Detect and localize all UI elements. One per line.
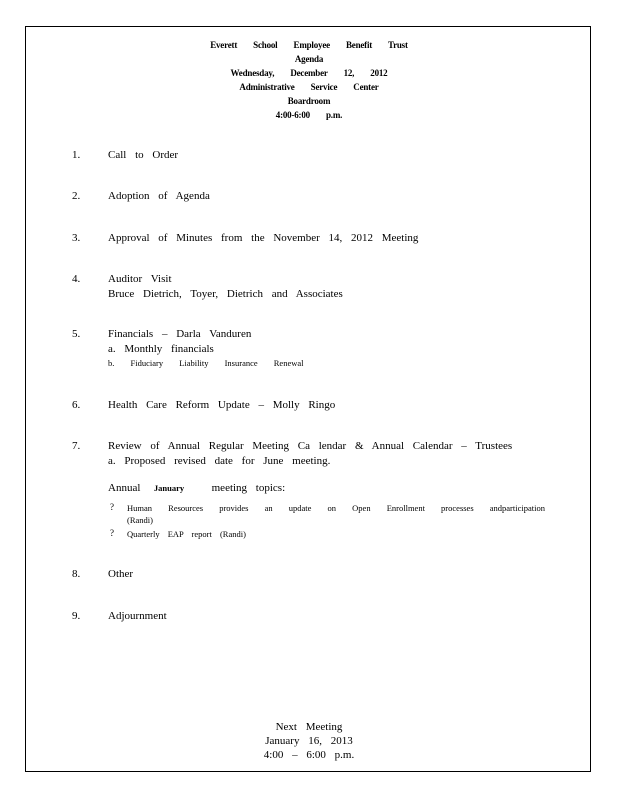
annual-topic-item: Quarterly EAP report (Randi)	[127, 529, 246, 539]
item-text: Review of Annual Regular Meeting Ca lendar & Annual Calendar – Trustees	[108, 440, 513, 452]
item-number: 6.	[72, 399, 81, 411]
header-room: Boardroom	[287, 96, 331, 106]
annual-label-post: meeting topics:	[211, 482, 286, 494]
item-text: Adjournment	[108, 610, 167, 622]
item-number: 7.	[72, 440, 81, 452]
item-subtext: Bruce Dietrich, Toyer, Dietrich and Associates	[108, 288, 343, 300]
annual-topic-item: Human Resources provides an update on Open Enrollment processes andparticipation	[127, 503, 545, 513]
header-date: Wednesday, December 12, 2012	[230, 68, 388, 78]
header-time: 4:00-6:00 p.m.	[275, 110, 343, 120]
item-number: 2.	[72, 190, 81, 202]
bullet-glyph: ?	[110, 502, 114, 512]
bullet-glyph: ?	[110, 528, 114, 538]
annual-topics-label	[108, 482, 285, 494]
header-trust-name: Everett School Employee Benefit Trust	[210, 40, 408, 50]
item-subtext: a. Monthly financials	[108, 343, 214, 355]
item-number: 3.	[72, 232, 81, 244]
item-text: Other	[108, 568, 134, 580]
item-number: 8.	[72, 568, 81, 580]
annual-topic-item-cont: (Randi)	[127, 515, 153, 525]
item-number: 4.	[72, 273, 81, 285]
item-number: 1.	[72, 149, 81, 161]
item-text: Health Care Reform Update – Molly Ringo	[108, 399, 336, 411]
annual-label-month: January	[153, 483, 185, 493]
next-meeting-date: January 16, 2013	[265, 735, 353, 747]
item-text: Financials – Darla Vanduren	[108, 328, 252, 340]
item-text: Auditor Visit	[108, 273, 172, 285]
annual-label-pre: Annual	[108, 482, 141, 494]
item-subtext: b. Fiduciary Liability Insurance Renewal	[108, 358, 304, 368]
header-location: Administrative Service Center	[239, 82, 379, 92]
next-meeting-time: 4:00 – 6:00 p.m.	[263, 749, 355, 761]
next-meeting-label: Next Meeting	[275, 721, 343, 733]
item-number: 5.	[72, 328, 81, 340]
item-number: 9.	[72, 610, 81, 622]
item-subtext: a. Proposed revised date for June meeting.	[108, 455, 331, 467]
item-text: Call to Order	[108, 149, 179, 161]
header-agenda: Agenda	[294, 54, 324, 64]
item-text: Adoption of Agenda	[108, 190, 210, 202]
item-text: Approval of Minutes from the November 14, 2012 Meeting	[108, 232, 419, 244]
